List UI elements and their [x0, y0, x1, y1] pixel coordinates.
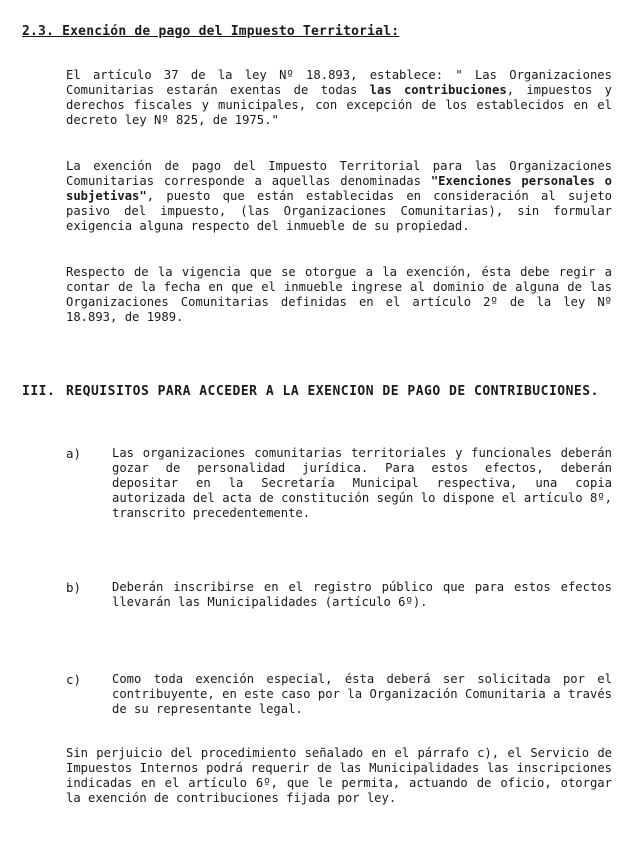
paragraph-exemption-validity: Respecto de la vigencia que se otorgue a la exención, ésta debe regir a contar de la fecha en que el inmueble ingrese al dominio de alguna de las Organizaciones Comunitarias definidas en el artículo 2º de la ley Nº 18.893, de 1989. [66, 265, 612, 324]
paragraph-article-37 [66, 68, 612, 128]
section-2-3-heading: 2.3. Exención de pago del Impuesto Territorial: [22, 24, 400, 39]
requirement-a-text: Las organizaciones comunitarias territoriales y funcionales deberán gozar de personalidad jurídica. Para estos efectos, deberán depositar en la Secretaría Municipal respectiva, una copia autorizada del acta de constitución según lo dispone el artículo 8º, transcrito precedentemente. [112, 446, 612, 520]
paragraph-article-37-part-c: , impuestos y derechos fiscales y municipales, con excepción de los establecidos en el decreto ley Nº 825, de 1975." [66, 83, 613, 127]
paragraph-exemption-type-emphasis: "Exenciones personales o subjetivas" [66, 174, 612, 203]
requirement-c-text: Como toda exención especial, ésta deberá ser solicitada por el contribuyente, en este caso por la Organización Comunitaria a través de su representante legal. [112, 672, 612, 716]
section-iii-number: III. [22, 384, 56, 399]
requirement-c-label: c) [66, 672, 82, 687]
paragraph-exemption-type-part-c: , puesto que están establecidas en consideración al sujeto pasivo del impuesto, (las Organizaciones Comunitarias), sin formular exigencia alguna respecto del inmueble de su propiedad. [66, 189, 612, 233]
section-iii-title: REQUISITOS PARA ACCEDER A LA EXENCION DE PAGO DE CONTRIBUCIONES. [66, 384, 599, 399]
paragraph-article-37-part-a: El artículo 37 de la ley Nº 18.893, establece: " Las Organizaciones Comunitarias estarán exentas de todas [66, 68, 612, 97]
paragraph-exemption-type-part-a: La exención de pago del Impuesto Territorial para las Organizaciones Comunitarias corresponde a aquellas denominadas [66, 159, 612, 188]
requirement-b-label: b) [66, 580, 82, 595]
closing-paragraph: Sin perjuicio del procedimiento señalado en el párrafo c), el Servicio de Impuestos Internos podrá requerir de las Municipalidades las inscripciones indicadas en el artículo 6º, que le permita, actuando de oficio, otorgar la exención de contribuciones fijada por ley. [66, 746, 612, 805]
paragraph-article-37-emphasis: las contribuciones [369, 83, 507, 97]
requirement-b-text: Deberán inscribirse en el registro público que para estos efectos llevarán las Municipalidades (artículo 6º). [112, 580, 612, 609]
paragraph-exemption-type [66, 159, 612, 234]
requirement-a-label: a) [66, 446, 82, 461]
